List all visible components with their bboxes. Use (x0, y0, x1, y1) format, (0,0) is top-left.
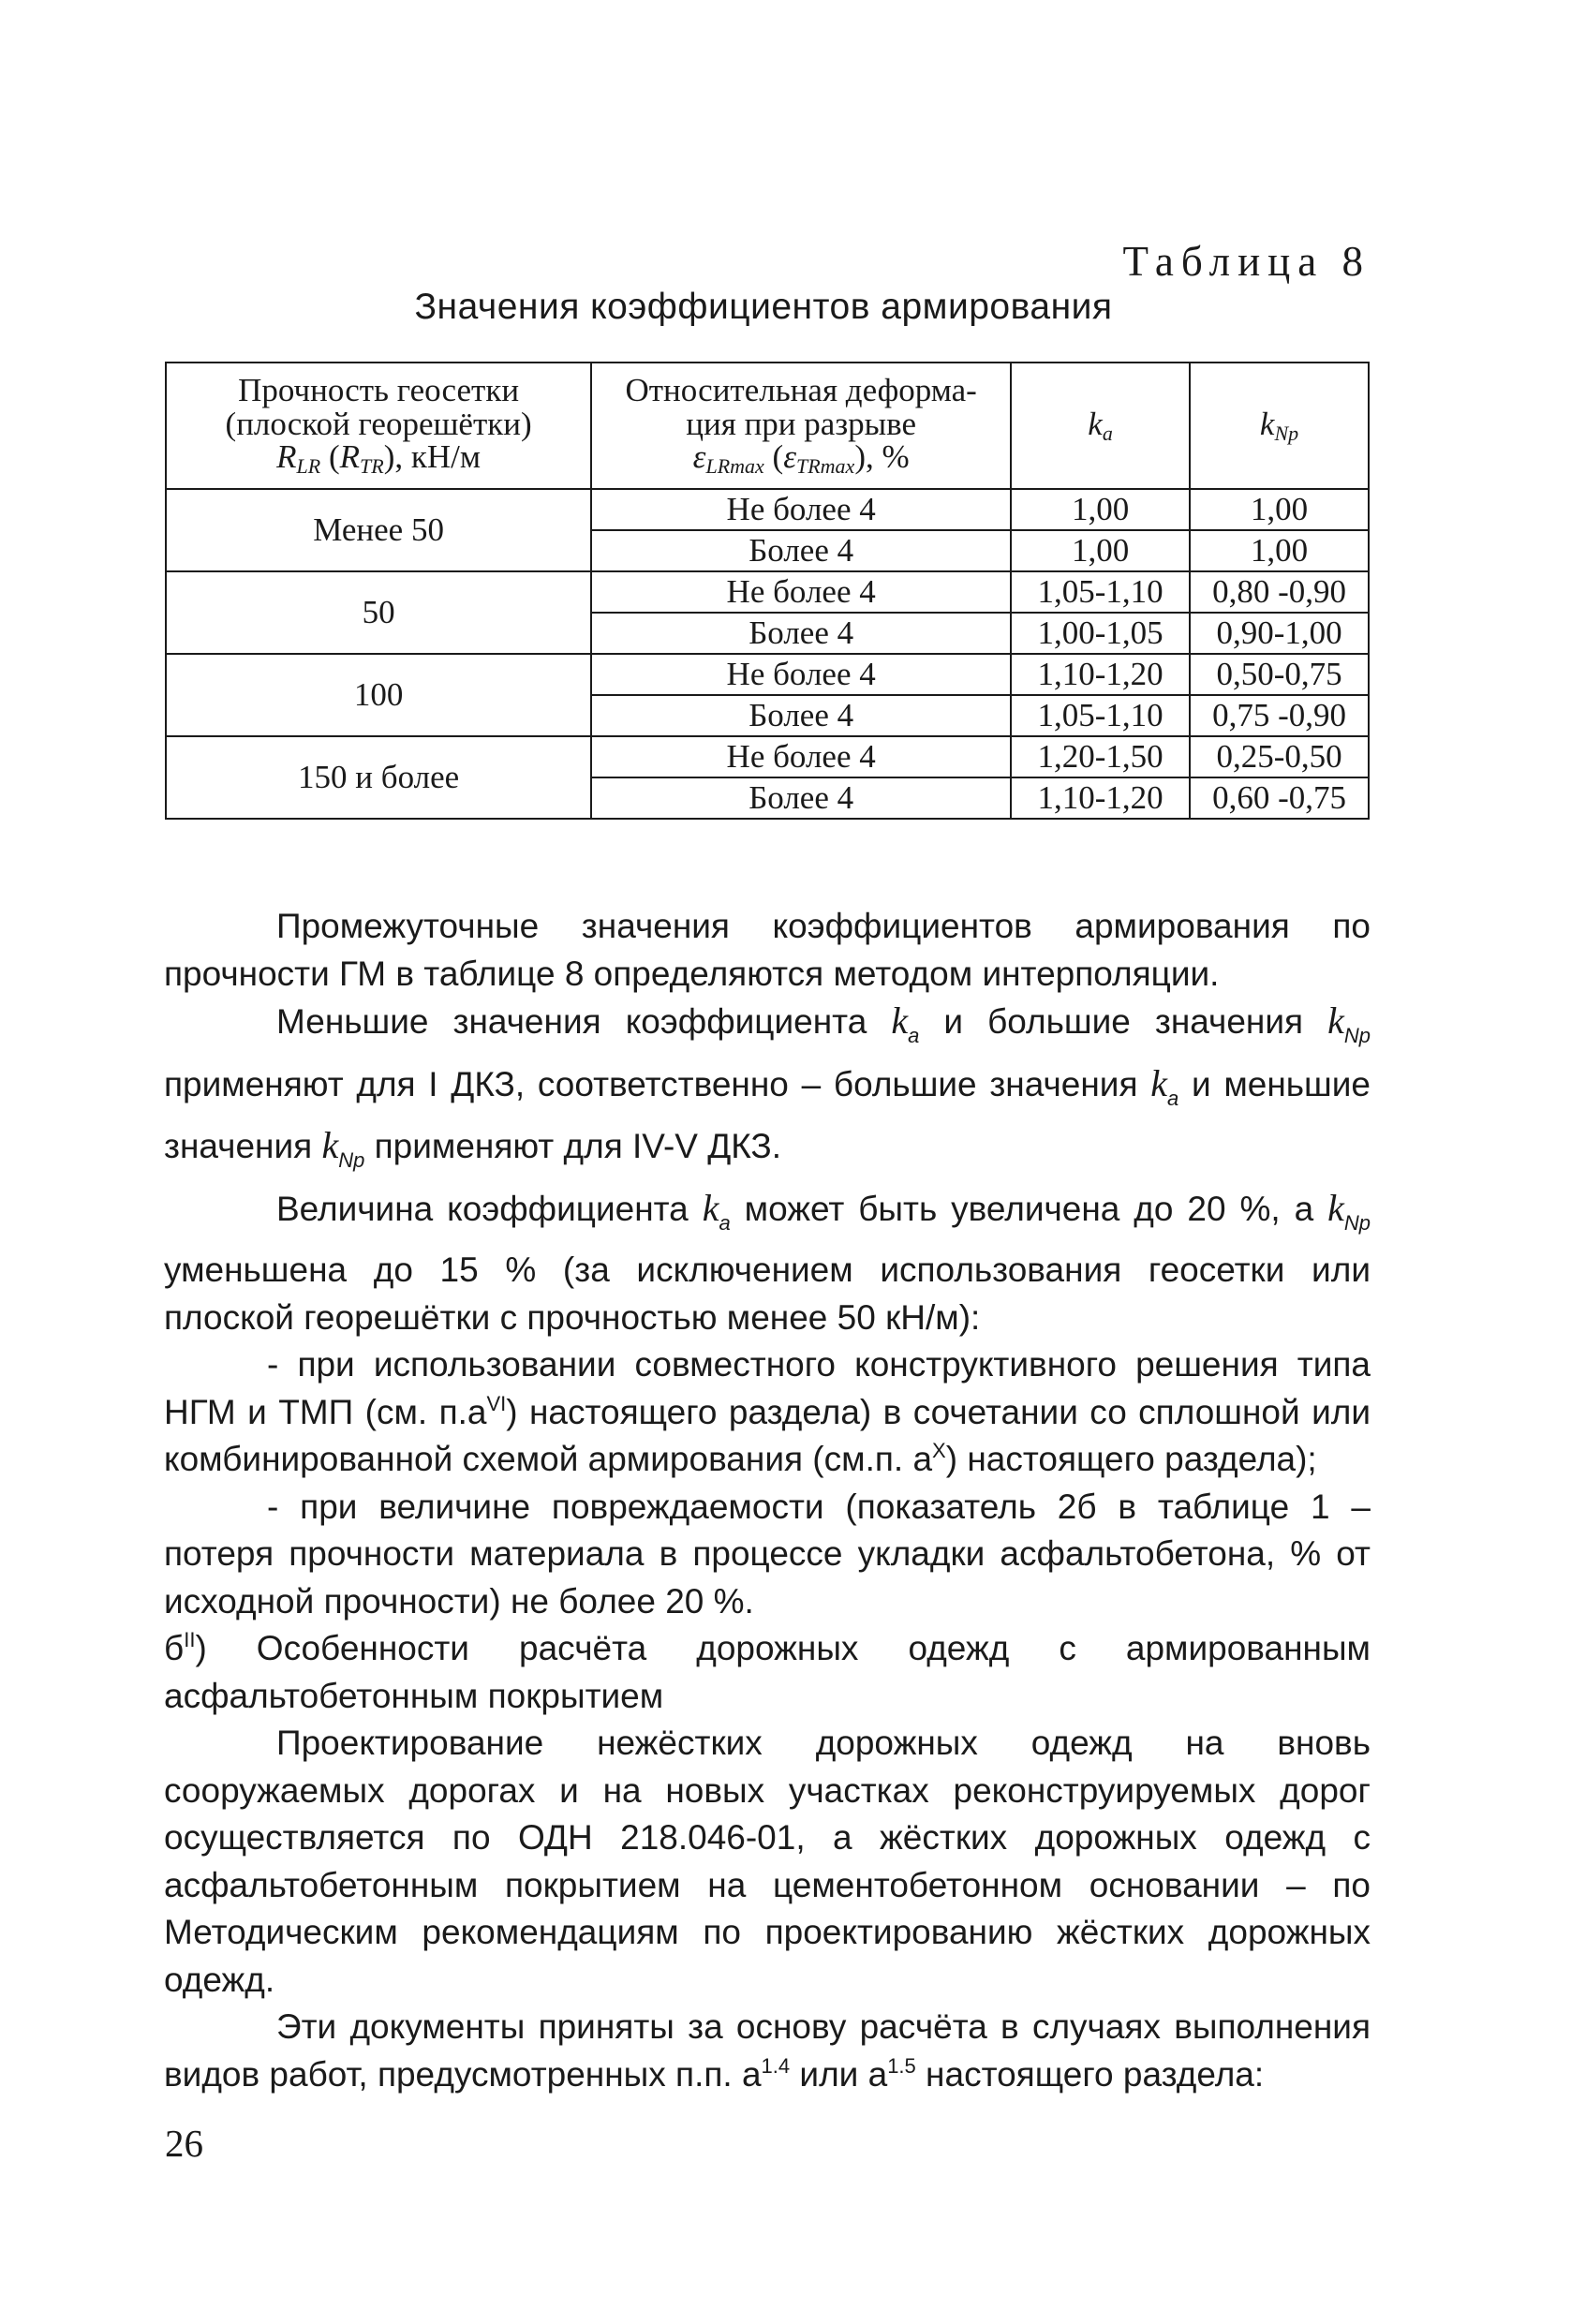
kNp-cell: 1,00 (1190, 530, 1369, 571)
strength-cell: 150 и более (166, 736, 591, 819)
ka-cell: 1,05-1,10 (1011, 571, 1190, 613)
table-number: Таблица 8 (1122, 238, 1371, 285)
strength-cell: 100 (166, 654, 591, 736)
deformation-cell: Более 4 (591, 613, 1011, 654)
ka-cell: 1,10-1,20 (1011, 777, 1190, 819)
header-kNp: $k_{Np}$ (1190, 363, 1369, 489)
deformation-cell: Более 4 (591, 530, 1011, 571)
ka-cell: 1,10-1,20 (1011, 654, 1190, 695)
page-number: 26 (165, 2122, 203, 2165)
ka-cell: 1,00-1,05 (1011, 613, 1190, 654)
deformation-cell: Более 4 (591, 777, 1011, 819)
deformation-cell: Не более 4 (591, 571, 1011, 613)
table-row (166, 736, 1369, 777)
strength-cell: 50 (166, 571, 591, 654)
paragraph-documents: Эти документы приняты за основу расчёта в случаях выполнения видов работ, предусмотренных п.п. $а^{1.4}$ или $а^{1.5}$ настоящего раздела: (164, 2007, 1371, 2094)
table-row (166, 571, 1369, 613)
header-strength: Прочность геосетки (плоской георешётки) $R_{LR}$ $(R_{TR})$, кН/м (166, 363, 591, 489)
ka-cell: 1,20-1,50 (1011, 736, 1190, 777)
paragraph-condition-1: - при использовании совместного конструктивного решения типа НГМ и ТМП (см. $п.а^{VI}$) настоящего раздела) в сочетании со сплошной или комбинированной схемой армирования (см.п. $а^X$) настоящего раздела); (164, 1345, 1371, 1478)
kNp-cell: 0,80 -0,90 (1190, 571, 1369, 613)
paragraph-coefficient-increase: Величина коэффициента $k_a$ может быть увеличена до 20 %, а $k_{Np}$ уменьшена до 15 % (за исключением использования геосетки или плоской георешётки с прочностью менее 50 кН/м): (164, 1186, 1371, 1337)
section-heading-b: $б^{II}$) Особенности расчёта дорожных одежд с армированным асфальтобетонным покрытием (164, 1628, 1371, 1715)
strength-cell: Менее 50 (166, 489, 591, 571)
paragraph-interpolation: Промежуточные значения коэффициентов армирования по прочности ГМ в таблице 8 определяются методом интерполяции. (164, 907, 1371, 993)
header-ka: $k_a$ (1011, 363, 1190, 489)
header-deformation: Относительная деформа- ция при разрыве $\varepsilon_{LRmax}$ $(\varepsilon_{TRmax})$, % (591, 363, 1011, 489)
kNp-cell: 0,75 -0,90 (1190, 695, 1369, 736)
kNp-cell: 0,60 -0,75 (1190, 777, 1369, 819)
kNp-cell: 0,90-1,00 (1190, 613, 1369, 654)
ka-cell: 1,00 (1011, 489, 1190, 530)
kNp-cell: 0,25-0,50 (1190, 736, 1369, 777)
deformation-cell: Не более 4 (591, 654, 1011, 695)
ka-cell: 1,05-1,10 (1011, 695, 1190, 736)
paragraph-coefficient-values: Меньшие значения коэффициента $k_a$ и большие значения $k_{Np}$ применяют для I ДКЗ, соответственно – большие значения $k_a$ и меньшие значения $k_{Np}$ применяют для IV-V ДКЗ. (164, 999, 1371, 1172)
table-row (166, 654, 1369, 695)
paragraph-condition-2: - при величине повреждаемости (показатель 2б в таблице 1 – потеря прочности материала в процессе укладки асфальтобетона, % от исходной прочности) не более 20 %. (164, 1487, 1371, 1621)
table-row (166, 489, 1369, 530)
table-header-row (166, 363, 1369, 489)
paragraph-design: Проектирование нежёстких дорожных одежд на вновь сооружаемых дорогах и на новых участках реконструируемых дорог осуществляется по ОДН 218.046-01, а жёстких дорожных одежд с асфальтобетонным покрытием на цементобетонном основании – по Методическим рекомендациям по проектированию жёстких дорожных одежд. (164, 1724, 1371, 1999)
ka-cell: 1,00 (1011, 530, 1190, 571)
kNp-cell: 1,00 (1190, 489, 1369, 530)
deformation-cell: Не более 4 (591, 736, 1011, 777)
table-title: Значения коэффициентов армирования (414, 287, 1113, 327)
kNp-cell: 0,50-0,75 (1190, 654, 1369, 695)
deformation-cell: Более 4 (591, 695, 1011, 736)
coefficients-table (165, 362, 1370, 820)
deformation-cell: Не более 4 (591, 489, 1011, 530)
body-text (164, 903, 1371, 2098)
